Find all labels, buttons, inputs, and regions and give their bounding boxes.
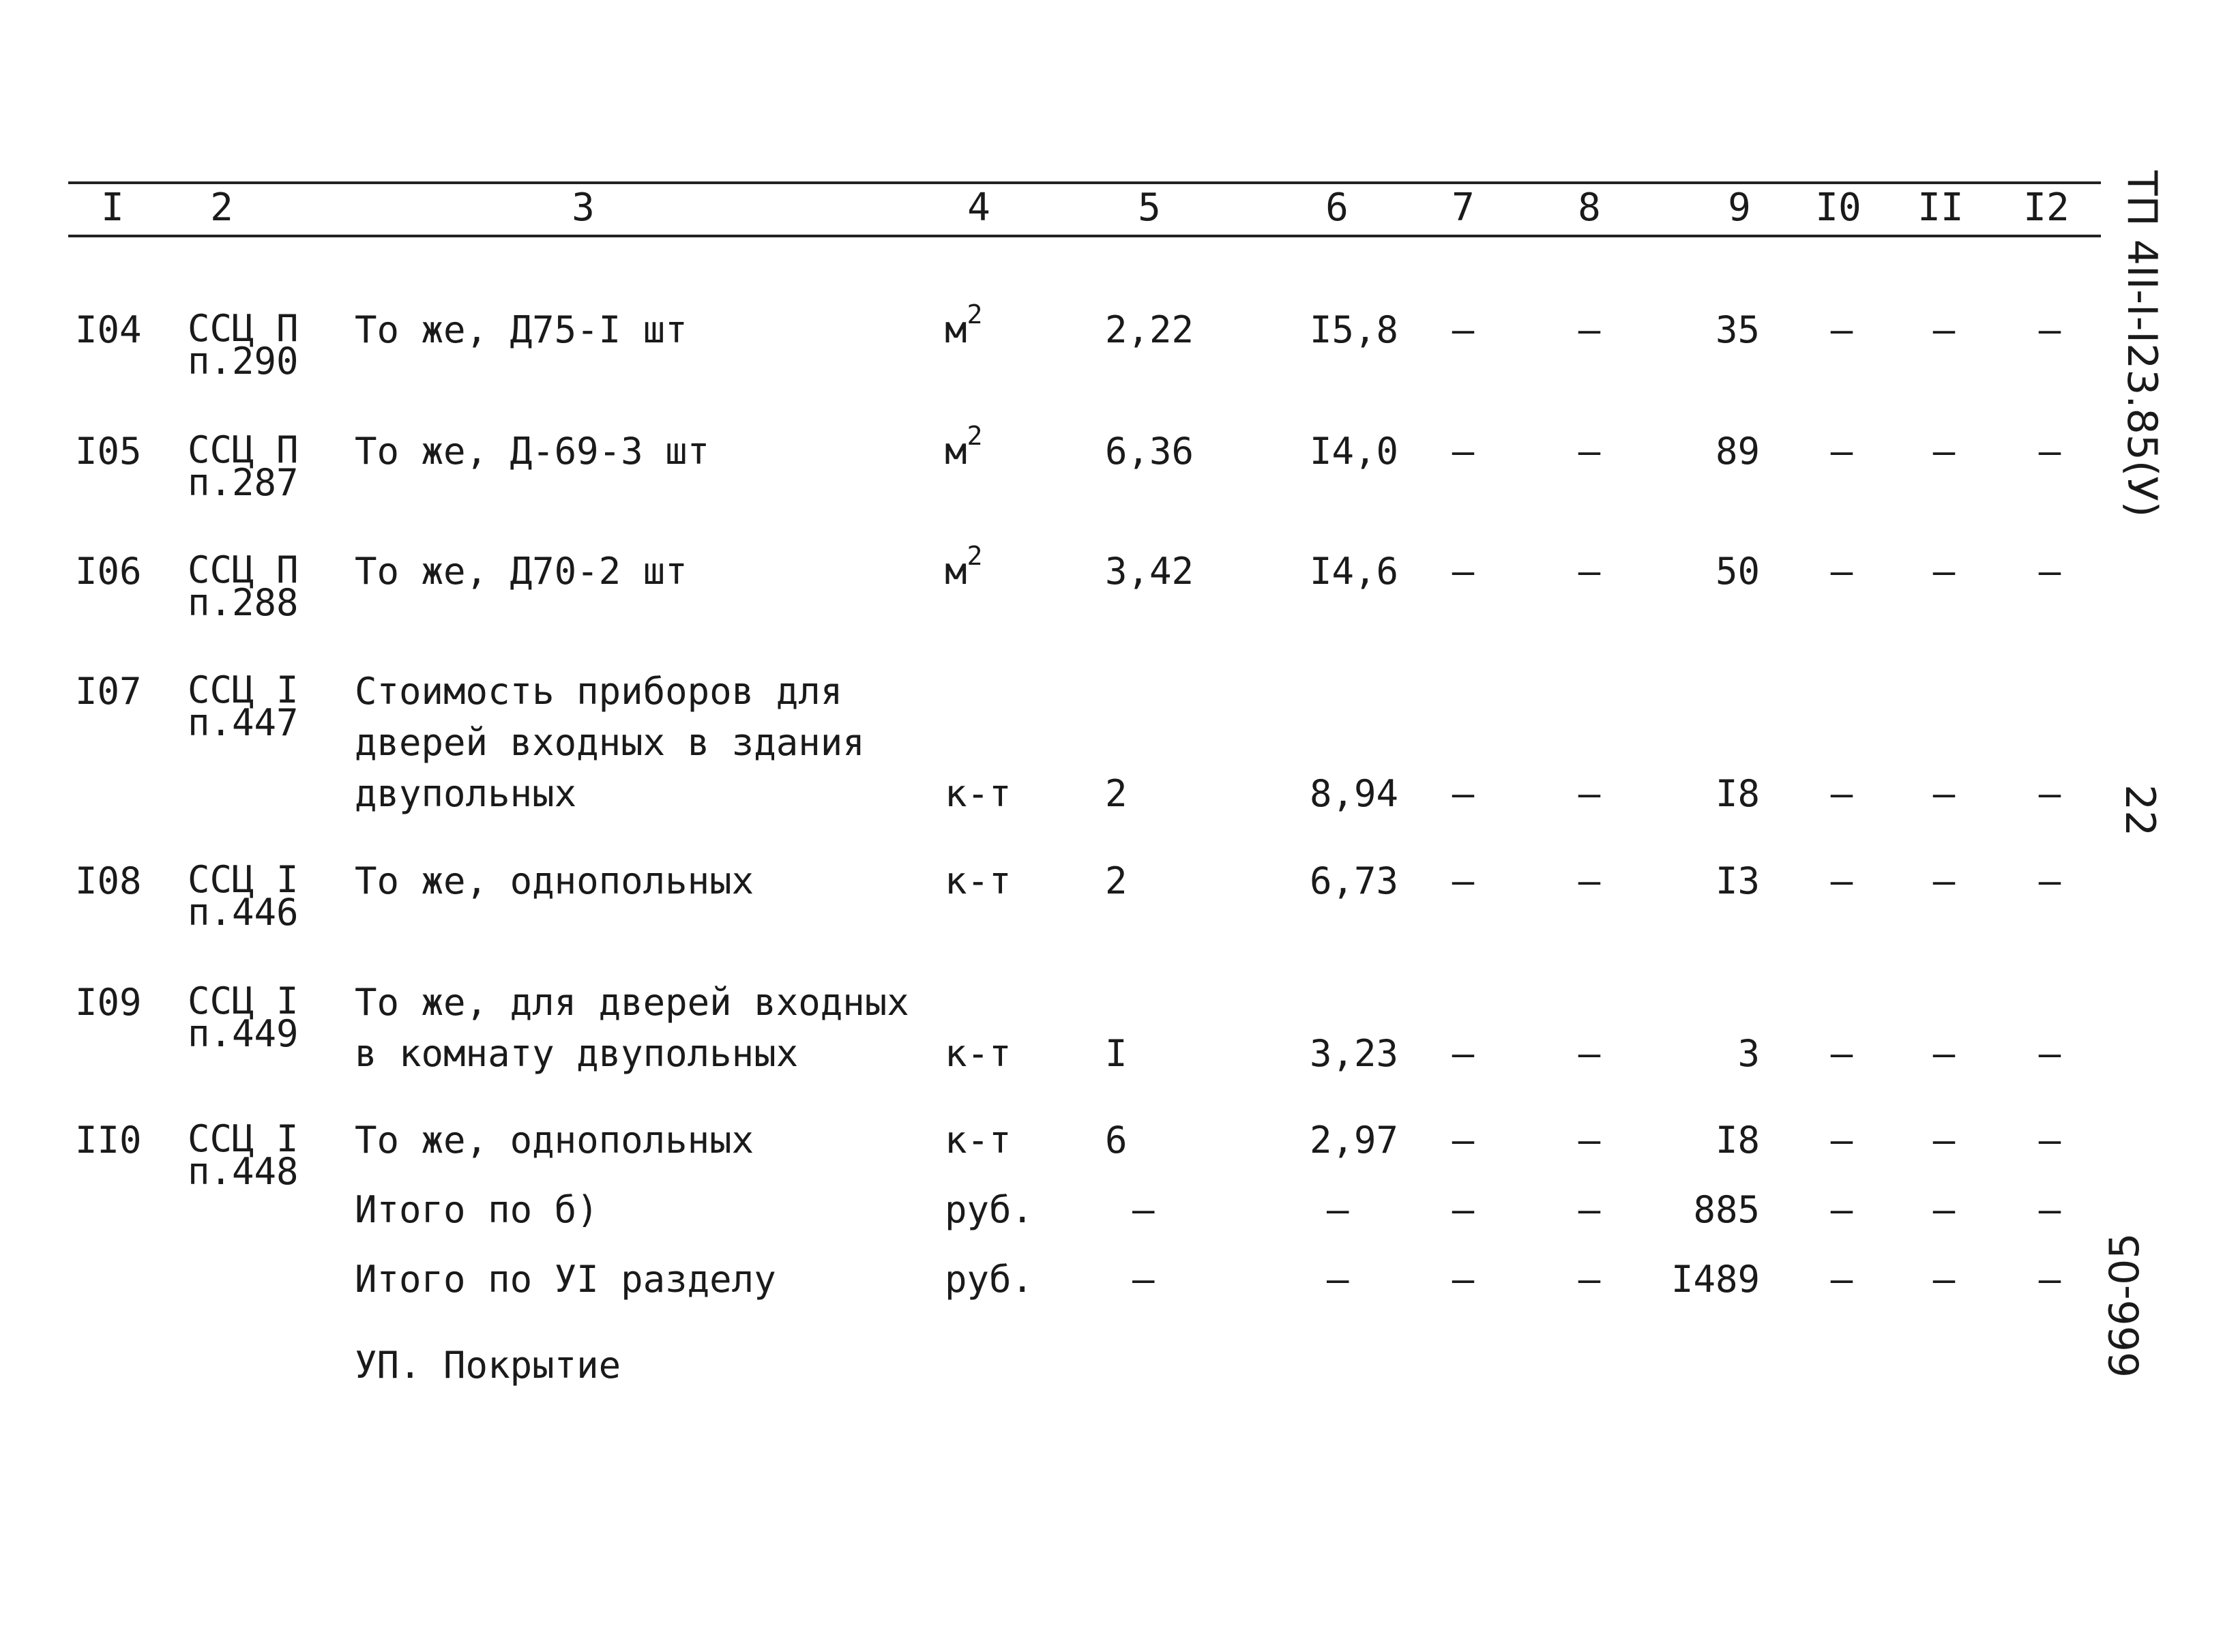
price-code-catalog: ССЦ П [188, 548, 299, 591]
item-description: То же, Д75-I шт [355, 308, 688, 351]
item-description: То же, однопольных [355, 1119, 754, 1162]
col-11: – [1932, 772, 1956, 815]
item-description: То же, однопольных [355, 859, 754, 902]
unit-price: I5,8 [1309, 308, 1398, 351]
col-8: – [1578, 1188, 1601, 1231]
column-header-10: I0 [1815, 186, 1861, 230]
quantity: 2 [1105, 772, 1128, 815]
col-12: – [2038, 430, 2061, 473]
page-number: 22 [2116, 784, 2164, 837]
col-12: – [2038, 772, 2061, 815]
col-8: – [1578, 1032, 1601, 1075]
col-7: – [1452, 430, 1475, 473]
price-code [188, 858, 299, 934]
price-code [188, 307, 299, 383]
unit: к-т [945, 1032, 1012, 1075]
unit [945, 421, 983, 477]
col-11: – [1932, 308, 1956, 351]
unit-text: м [945, 550, 967, 593]
column-header-1: I [101, 186, 124, 230]
col-12: – [2038, 550, 2061, 593]
unit-text: м [945, 308, 967, 351]
col-10: – [1830, 1119, 1853, 1162]
project-code-margin: ТП 4II-I-I23.85(У) [2118, 171, 2166, 518]
unit-price: I4,0 [1309, 430, 1398, 473]
col-11: – [1932, 1032, 1956, 1075]
row-number: I07 [75, 670, 142, 713]
unit: к-т [945, 859, 1012, 902]
unit [945, 299, 983, 356]
total-label: Итого по б) [355, 1188, 599, 1231]
column-header-11: II [1917, 186, 1964, 230]
col-8: – [1578, 430, 1601, 473]
total-cost: 885 [1693, 1188, 1760, 1231]
item-description: То же, Д70-2 шт [355, 550, 688, 593]
col-7: – [1452, 550, 1475, 593]
price-code-catalog: ССЦ П [188, 307, 299, 350]
section-heading: УП. Покрытие [355, 1344, 621, 1387]
column-header-9: 9 [1728, 186, 1751, 230]
column-header-8: 8 [1578, 186, 1601, 230]
quantity: I [1105, 1032, 1128, 1075]
col-7: – [1452, 1119, 1475, 1162]
column-header-4: 4 [967, 186, 990, 230]
column-header-6: 6 [1325, 186, 1349, 230]
col-11: – [1932, 550, 1956, 593]
col-7: – [1452, 772, 1475, 815]
col-8: – [1578, 550, 1601, 593]
total-cost: 89 [1715, 430, 1760, 473]
price-code [188, 548, 299, 624]
unit-exponent: 2 [967, 421, 983, 451]
column-header-3: 3 [572, 186, 595, 230]
col-7: – [1452, 1258, 1475, 1301]
col-10: – [1830, 859, 1853, 902]
row-number: I05 [75, 430, 142, 473]
quantity: – [1132, 1258, 1155, 1301]
price-code-catalog: ССЦ П [188, 428, 299, 471]
col-7: – [1452, 859, 1475, 902]
quantity: 2 [1105, 859, 1128, 902]
col-11: – [1932, 430, 1956, 473]
item-description-line-3: двупольных [355, 772, 577, 815]
item-description: То же, Д-69-3 шт [355, 430, 710, 473]
col-12: – [2038, 1119, 2061, 1162]
total-cost: I8 [1715, 1119, 1760, 1162]
row-number: II0 [75, 1119, 142, 1162]
total-cost: 50 [1715, 550, 1760, 593]
unit-price: 3,23 [1309, 1032, 1398, 1075]
unit: руб. [945, 1258, 1034, 1301]
unit-price: 6,73 [1309, 859, 1398, 902]
col-10: – [1830, 430, 1853, 473]
unit: к-т [945, 772, 1012, 815]
col-10: – [1830, 1188, 1853, 1231]
quantity: 6,36 [1105, 430, 1194, 473]
price-code [188, 979, 299, 1055]
col-10: – [1830, 772, 1853, 815]
price-code-item: п.290 [188, 340, 299, 383]
col-8: – [1578, 308, 1601, 351]
unit-price: 2,97 [1309, 1119, 1398, 1162]
price-code-catalog: ССЦ I [188, 979, 299, 1022]
total-cost: I8 [1715, 772, 1760, 815]
price-code-item: п.446 [188, 891, 299, 934]
total-cost: I3 [1715, 859, 1760, 902]
col-8: – [1578, 1119, 1601, 1162]
quantity: – [1132, 1188, 1155, 1231]
col-11: – [1932, 1119, 1956, 1162]
header-bottom-rule [68, 235, 2101, 237]
unit-text: м [945, 430, 967, 473]
col-8: – [1578, 772, 1601, 815]
item-description-line-2: в комнату двупольных [355, 1032, 799, 1075]
price-code-item: п.287 [188, 461, 299, 504]
col-12: – [2038, 859, 2061, 902]
col-7: – [1452, 1188, 1475, 1231]
unit: руб. [945, 1188, 1034, 1231]
quantity: 3,42 [1105, 550, 1194, 593]
col-7: – [1452, 1032, 1475, 1075]
total-label: Итого по УI разделу [355, 1258, 776, 1301]
price-code-catalog: ССЦ I [188, 858, 299, 901]
unit-exponent: 2 [967, 541, 983, 571]
total-cost: 35 [1715, 308, 1760, 351]
unit [945, 541, 983, 598]
col-12: – [2038, 1032, 2061, 1075]
col-10: – [1830, 1032, 1853, 1075]
unit-price: 8,94 [1309, 772, 1398, 815]
price-code-item: п.449 [188, 1012, 299, 1055]
unit-price: I4,6 [1309, 550, 1398, 593]
header-top-rule [68, 181, 2101, 184]
col-10: – [1830, 550, 1853, 593]
col-8: – [1578, 1258, 1601, 1301]
price-code-item: п.447 [188, 701, 299, 744]
col-10: – [1830, 1258, 1853, 1301]
price-code [188, 668, 299, 744]
column-header-12: I2 [2023, 186, 2070, 230]
price-code [188, 428, 299, 504]
price-code-catalog: ССЦ I [188, 668, 299, 711]
col-11: – [1932, 1188, 1956, 1231]
unit-exponent: 2 [967, 299, 983, 329]
row-number: I04 [75, 308, 142, 351]
total-cost: I489 [1670, 1258, 1760, 1301]
unit: к-т [945, 1119, 1012, 1162]
price-code-item: п.448 [188, 1150, 299, 1193]
item-description-line-1: То же, для дверей входных [355, 981, 909, 1024]
column-header-2: 2 [210, 186, 233, 230]
quantity: 6 [1105, 1119, 1128, 1162]
row-number: I06 [75, 550, 142, 593]
col-7: – [1452, 308, 1475, 351]
col-8: – [1578, 859, 1601, 902]
price-code-catalog: ССЦ I [188, 1117, 299, 1160]
price-code [188, 1117, 299, 1193]
col-10: – [1830, 308, 1853, 351]
unit-price: – [1327, 1188, 1349, 1231]
column-header-7: 7 [1452, 186, 1475, 230]
total-cost: 3 [1737, 1032, 1760, 1075]
item-description-line-2: дверей входных в здания [355, 721, 865, 764]
price-code-item: п.288 [188, 581, 299, 624]
row-number: I08 [75, 859, 142, 902]
col-12: – [2038, 1188, 2061, 1231]
item-description-line-1: Стоимость приборов для [355, 670, 843, 713]
document-code-margin: 666-05 [2101, 1233, 2149, 1378]
quantity: 2,22 [1105, 308, 1194, 351]
col-11: – [1932, 859, 1956, 902]
col-12: – [2038, 1258, 2061, 1301]
column-header-5: 5 [1138, 186, 1161, 230]
col-11: – [1932, 1258, 1956, 1301]
row-number: I09 [75, 981, 142, 1024]
unit-price: – [1327, 1258, 1349, 1301]
col-12: – [2038, 308, 2061, 351]
